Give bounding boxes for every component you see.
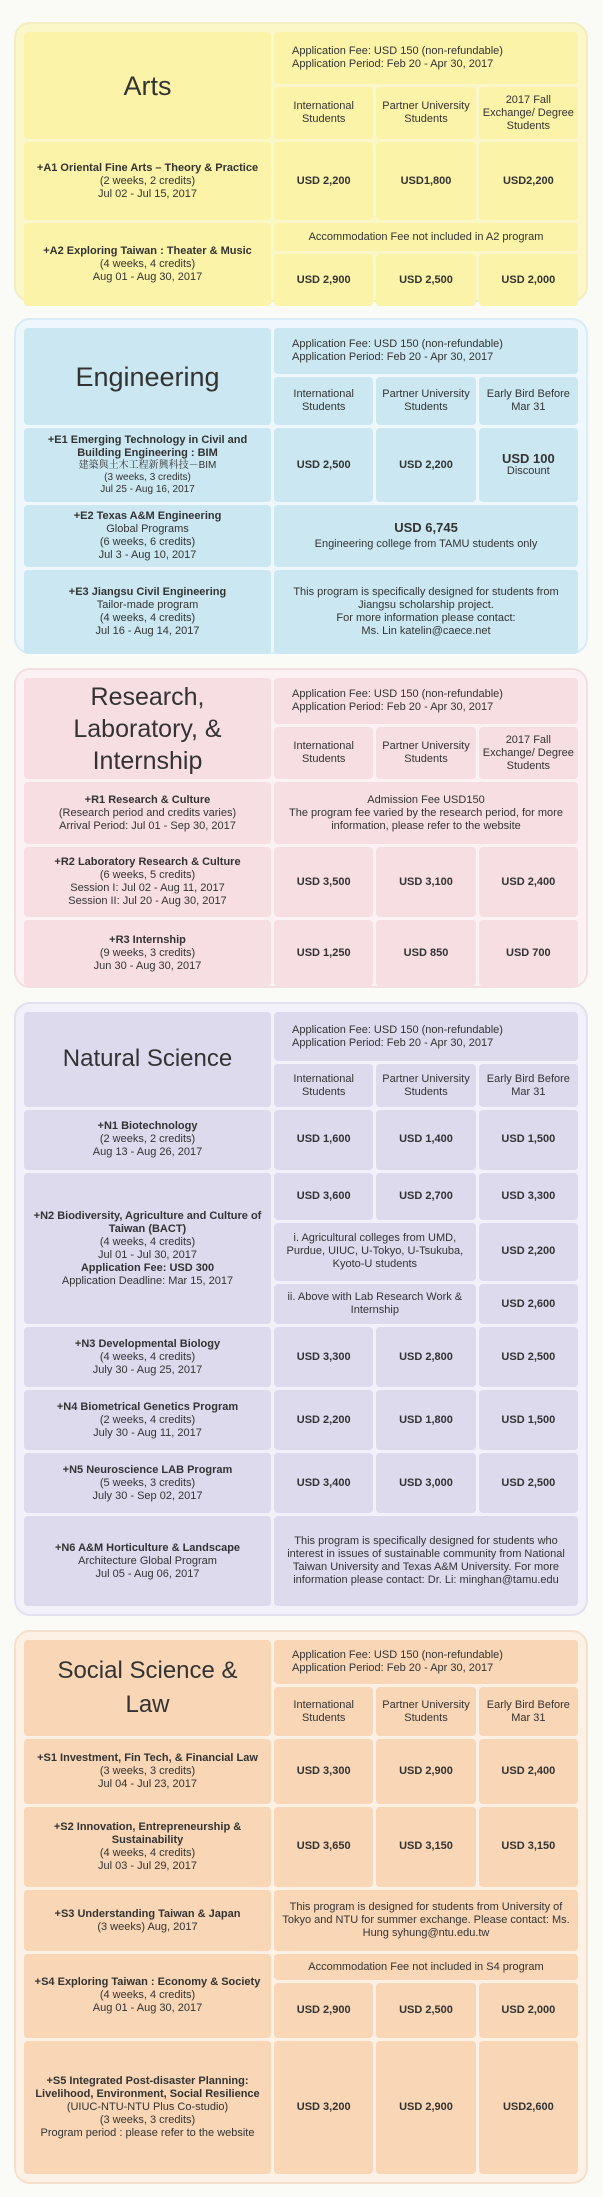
s5-period: Program period : please refer to the website [40,2126,255,2139]
e1-price-partner: USD 2,200 [376,428,475,502]
arts-application-period: Application Period: Feb 20 - Apr 30, 2017 [292,58,494,70]
s1-dates: Jul 04 - Jul 23, 2017 [97,1777,198,1790]
nat-title: Natural Science [62,1045,233,1073]
soc-s3-info [24,1890,271,1951]
n1-name: +N1 Biotechnology [97,1120,198,1133]
res-title: Research, Laboratory, & Internship [73,682,222,775]
arts-col-international: International Students [274,87,373,139]
soc-s5-info [24,2041,271,2174]
soc-col-international: International Students [274,1687,373,1735]
n3-name: +N3 Developmental Biology [74,1337,221,1350]
s1-credits: (3 weeks, 3 credits) [99,1764,196,1777]
res-col-international: International Students [274,727,373,779]
soc-s4-info [24,1954,271,2038]
arts-title: Arts [123,70,172,101]
s4-name: +S4 Exploring Taiwan : Economy & Society [34,1976,261,1989]
e3-contact: Ms. Lin katelin@caece.net [361,625,491,637]
n2-application-fee: Application Fee: USD 300 [80,1261,215,1274]
e2-sub: Global Programs [106,523,189,535]
n3-credits: (4 weeks, 4 credits) [99,1350,196,1363]
e3-sub: Tailor-made program [96,599,199,611]
res-r3-info [24,920,271,986]
soc-col-earlybird: Early Bird Before Mar 31 [479,1687,578,1735]
eng-title: Engineering [75,361,220,392]
n2-price-partner: USD 2,700 [376,1173,475,1220]
s2-price-international: USD 3,650 [274,1807,373,1888]
r3-dates: Jun 30 - Aug 30, 2017 [93,959,202,972]
e3-note-1: This program is specifically designed for students from Jiangsu scholarship project. [293,586,559,611]
r3-price-partner: USD 850 [376,920,475,986]
res-col-fall: 2017 Fall Exchange/ Degree Students [479,727,578,779]
r1-admission-fee: Admission Fee USD150 [367,793,485,806]
nat-col-earlybird: Early Bird Before Mar 31 [479,1064,578,1107]
soc-application-period: Application Period: Feb 20 - Apr 30, 2017 [292,1662,494,1675]
a2-price-partner: USD 2,500 [376,254,475,306]
n5-price-earlybird: USD 2,500 [479,1453,578,1513]
s3-name: +S3 Understanding Taiwan & Japan [54,1907,241,1920]
eng-col-partner: Partner University Students [376,377,475,425]
r1-dates: Arrival Period: Jul 01 - Sep 30, 2017 [59,819,236,832]
arts-col-fall: 2017 Fall Exchange/ Degree Students [479,87,578,139]
a2-price-international: USD 2,900 [274,254,373,306]
r2-session-2: Session II: Jul 20 - Aug 30, 2017 [68,895,227,907]
nat-n5-info [24,1453,271,1513]
r1-note-cell [274,782,578,844]
soc-title-cell [24,1640,271,1736]
res-title-cell [24,678,271,779]
res-fee-info [274,678,578,724]
eng-title-cell [24,328,271,425]
nat-n6-info [24,1516,271,1606]
arts-section [14,22,588,302]
eng-e2-info [24,505,271,567]
n4-price-partner: USD 1,800 [376,1390,475,1450]
n1-price-earlybird: USD 1,500 [479,1110,578,1170]
arts-application-fee: Application Fee: USD 150 (non-refundable) [292,45,503,57]
s5-sub: (UIUC-NTU-NTU Plus Co-studio) [66,2100,229,2113]
eng-application-fee: Application Fee: USD 150 (non-refundable) [292,338,503,350]
n3-price-international: USD 3,300 [274,1327,373,1387]
n2-price-international: USD 3,600 [274,1173,373,1220]
n4-name: +N4 Biometrical Genetics Program [56,1400,239,1413]
r2-name: +R2 Laboratory Research & Culture [54,856,241,868]
a2-price-fall: USD 2,000 [479,254,578,306]
n3-price-partner: USD 2,800 [376,1327,475,1387]
nat-n4-info [24,1390,271,1450]
arts-a1-info [24,142,271,220]
s1-price-earlybird: USD 2,400 [479,1739,578,1804]
soc-title: Social Science & Law [57,1656,238,1718]
n5-dates: July 30 - Sep 02, 2017 [92,1489,203,1502]
social-science-section [14,1630,588,2184]
n4-credits: (2 weeks, 4 credits) [99,1413,196,1426]
research-table [21,675,581,989]
n4-price-earlybird: USD 1,500 [479,1390,578,1450]
n1-dates: Aug 13 - Aug 26, 2017 [92,1146,203,1159]
s5-price-earlybird: USD2,600 [479,2041,578,2174]
a1-price-international: USD 2,200 [274,142,373,220]
e2-note: Engineering college from TAMU students only [314,538,538,550]
s4-note: Accommodation Fee not included in S4 program [274,1954,578,1980]
s5-price-international: USD 3,200 [274,2041,373,2174]
nat-application-period: Application Period: Feb 20 - Apr 30, 2017 [292,1036,494,1049]
arts-title-cell [24,32,271,139]
e1-earlybird-cell [479,428,578,502]
r2-credits: (6 weeks, 5 credits) [99,869,196,881]
a1-price-partner: USD1,800 [376,142,475,220]
s4-price-partner: USD 2,500 [376,1983,475,2038]
n2-option-1-price: USD 2,200 [479,1223,578,1281]
n5-credits: (5 weeks, 3 credits) [99,1476,196,1489]
e3-name: +E3 Jiangsu Civil Engineering [68,586,227,598]
s1-price-partner: USD 2,900 [376,1739,475,1804]
n3-price-earlybird: USD 2,500 [479,1327,578,1387]
r3-credits: (9 weeks, 3 credits) [99,946,196,959]
soc-fee-info [274,1640,578,1684]
n6-note: This program is specifically designed for students who interest in issues of sustainable community from National Taiwan University and Texas A&M University. For more information please contact: Dr. Li: minghan@tamu.edu [274,1516,578,1606]
s4-price-earlybird: USD 2,000 [479,1983,578,2038]
r2-price-international: USD 3,500 [274,847,373,917]
natural-science-section [14,1002,588,1616]
s3-note: This program is designed for students from University of Tokyo and NTU for summer exchange. Please contact: Ms. Hung syhung@ntu.edu.tw [274,1890,578,1951]
n5-price-partner: USD 3,000 [376,1453,475,1513]
s2-dates: Jul 03 - Jul 29, 2017 [97,1859,198,1872]
n6-dates: Jul 05 - Aug 06, 2017 [95,1567,200,1580]
nat-n1-info [24,1110,271,1170]
engineering-table [21,325,581,657]
s2-credits: (4 weeks, 4 credits) [99,1846,196,1859]
nat-n3-info [24,1327,271,1387]
a1-price-fall: USD2,200 [479,142,578,220]
s4-price-international: USD 2,900 [274,1983,373,2038]
e1-dates: Jul 25 - Aug 16, 2017 [100,484,195,495]
res-col-partner: Partner University Students [376,727,475,779]
n2-deadline: Application Deadline: Mar 15, 2017 [61,1274,234,1287]
s2-price-earlybird: USD 3,150 [479,1807,578,1888]
soc-application-fee: Application Fee: USD 150 (non-refundable) [292,1649,503,1662]
e2-dates: Jul 3 - Aug 10, 2017 [98,549,197,561]
e1-credits: (3 weeks, 3 credits) [104,472,191,483]
e2-name: +E2 Texas A&M Engineering [73,510,222,522]
nat-title-cell [24,1012,271,1107]
nat-application-fee: Application Fee: USD 150 (non-refundable) [292,1023,503,1036]
n2-price-earlybird: USD 3,300 [479,1173,578,1220]
n1-price-partner: USD 1,400 [376,1110,475,1170]
eng-fee-info [274,328,578,374]
n1-price-international: USD 1,600 [274,1110,373,1170]
n4-dates: July 30 - Aug 11, 2017 [93,1426,202,1439]
soc-s2-info [24,1807,271,1888]
arts-a2-info [24,223,271,306]
e1-chinese-name: 建築與土木工程新興科技－BIM [78,460,217,471]
r2-price-partner: USD 3,100 [376,847,475,917]
nat-col-partner: Partner University Students [376,1064,475,1107]
eng-e3-info [24,570,271,654]
e2-price-cell [274,505,578,567]
r2-session-1: Session I: Jul 02 - Aug 11, 2017 [70,882,225,894]
n2-option-2: ii. Above with Lab Research Work & Internship [274,1284,476,1325]
social-science-table [21,1637,581,2177]
n4-price-international: USD 2,200 [274,1390,373,1450]
arts-col-partner: Partner University Students [376,87,475,139]
eng-col-international: International Students [274,377,373,425]
res-application-fee: Application Fee: USD 150 (non-refundable) [292,688,503,700]
res-r1-info [24,782,271,844]
natural-science-table [21,1009,581,1609]
s4-credits: (4 weeks, 4 credits) [99,1989,196,2002]
a2-credits: (4 weeks, 4 credits) [99,258,196,270]
a1-credits: (2 weeks, 2 credits) [99,174,196,187]
n1-credits: (2 weeks, 2 credits) [99,1133,196,1146]
n2-name: +N2 Biodiversity, Agriculture and Culture of Taiwan (BACT) [33,1209,262,1235]
research-section [14,668,588,988]
e2-credits: (6 weeks, 6 credits) [99,536,196,548]
e2-price: USD 6,745 [394,520,458,535]
s2-name: +S2 Innovation, Entrepreneurship & Sustainability [53,1820,242,1846]
n6-sub: Architecture Global Program [78,1554,217,1567]
s5-name: +S5 Integrated Post-disaster Planning: Livelihood, Environment, Social Resilience [35,2074,260,2100]
s5-credits: (3 weeks, 3 credits) [99,2113,196,2126]
n2-dates: Jul 01 - Jul 30, 2017 [97,1248,198,1261]
nat-fee-info [274,1012,578,1061]
arts-fee-info [274,32,578,84]
nat-col-international: International Students [274,1064,373,1107]
nat-n2-info [24,1173,271,1324]
s1-price-international: USD 3,300 [274,1739,373,1804]
n2-option-2-price: USD 2,600 [479,1284,578,1325]
s2-price-partner: USD 3,150 [376,1807,475,1888]
a2-name: +A2 Exploring Taiwan : Theater & Music [43,245,252,257]
e3-note-2: For more information please contact: [336,612,516,624]
e1-price-earlybird: USD 100 [501,451,555,466]
s4-dates: Aug 01 - Aug 30, 2017 [92,2002,203,2015]
s3-dates: (3 weeks) Aug, 2017 [97,1920,198,1933]
n5-price-international: USD 3,400 [274,1453,373,1513]
res-r2-info [24,847,271,917]
a2-dates: Aug 01 - Aug 30, 2017 [92,271,203,283]
r3-price-fall: USD 700 [479,920,578,986]
engineering-section [14,318,588,654]
e3-dates: Jul 16 - Aug 14, 2017 [95,625,200,637]
r3-price-international: USD 1,250 [274,920,373,986]
r3-name: +R3 Internship [109,933,186,946]
r1-note: The program fee varied by the research period, for more information, please refer to the website [289,806,563,832]
soc-col-partner: Partner University Students [376,1687,475,1735]
s5-price-partner: USD 2,900 [376,2041,475,2174]
a1-dates: Jul 02 - Jul 15, 2017 [97,187,198,200]
arts-table [21,29,581,309]
a1-name: +A1 Oriental Fine Arts – Theory & Practice [36,161,259,174]
e1-name: +E1 Emerging Technology in Civil and Building Engineering : BIM [47,434,248,459]
n6-name: +N6 A&M Horticulture & Landscape [54,1541,241,1554]
r1-sub: (Research period and credits varies) [58,806,237,819]
eng-col-earlybird: Early Bird Before Mar 31 [479,377,578,425]
e3-note-cell [274,570,578,654]
e3-credits: (4 weeks, 4 credits) [99,612,196,624]
n2-credits: (4 weeks, 4 credits) [99,1235,196,1248]
e1-discount-label: Discount [506,465,550,477]
res-application-period: Application Period: Feb 20 - Apr 30, 2017 [292,701,494,713]
eng-e1-info [24,428,271,502]
n3-dates: July 30 - Aug 25, 2017 [92,1363,203,1376]
a2-note: Accommodation Fee not included in A2 program [274,223,578,251]
soc-s1-info [24,1739,271,1804]
r2-price-fall: USD 2,400 [479,847,578,917]
e1-price-international: USD 2,500 [274,428,373,502]
n2-option-1: i. Agricultural colleges from UMD, Purdue, UIUC, U-Tokyo, U-Tsukuba, Kyoto-U students [274,1223,476,1281]
r1-name: +R1 Research & Culture [84,793,211,806]
s1-name: +S1 Investment, Fin Tech, & Financial Law [37,1751,258,1764]
n5-name: +N5 Neuroscience LAB Program [62,1463,233,1476]
eng-application-period: Application Period: Feb 20 - Apr 30, 2017 [292,351,494,363]
